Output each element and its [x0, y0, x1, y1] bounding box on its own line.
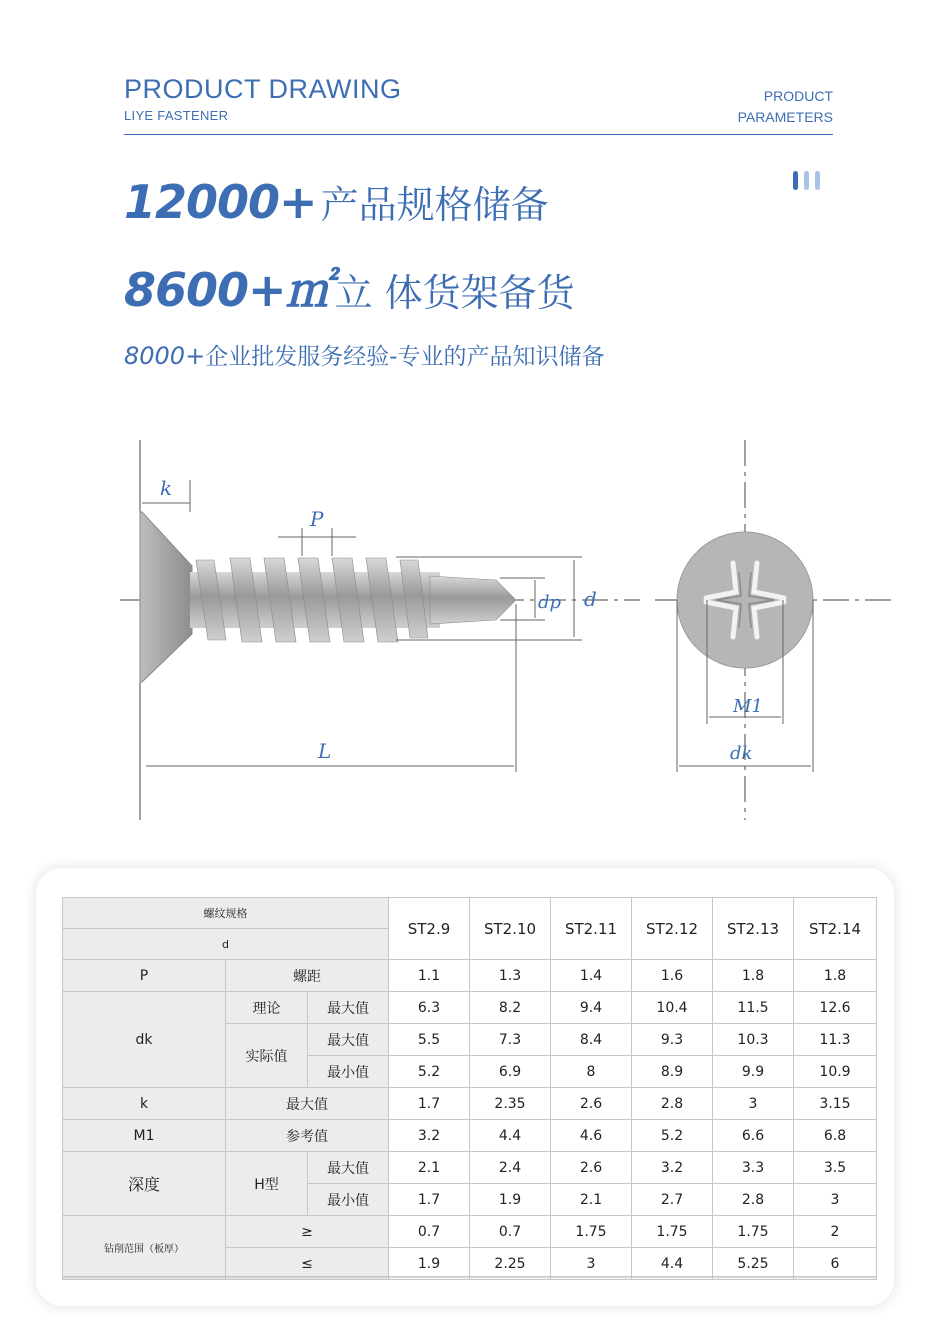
head-title: 螺纹规格: [63, 898, 389, 929]
header-right-label: [673, 86, 833, 128]
label-M1: M1: [733, 696, 763, 717]
row-label: ≤: [226, 1248, 389, 1280]
decorative-bars: [793, 171, 820, 190]
cell: 2.25: [470, 1248, 551, 1280]
size-header: ST2.13: [713, 898, 794, 960]
row-label: k: [63, 1088, 226, 1120]
bar-light: [815, 171, 820, 190]
size-header: ST2.12: [632, 898, 713, 960]
cell: 6: [794, 1248, 877, 1280]
table-row: [63, 1088, 877, 1120]
header-right-line2: PARAMETERS: [737, 109, 833, 125]
cell: 1.8: [794, 960, 877, 992]
cell: 1.4: [551, 960, 632, 992]
cell: 2.6: [551, 1152, 632, 1184]
cell: 6.9: [470, 1056, 551, 1088]
cell: 3.15: [794, 1088, 877, 1120]
row-label: 最大值: [308, 1152, 389, 1184]
header-subtitle: LIYE FASTENER: [124, 108, 229, 123]
bar-dark: [793, 171, 798, 190]
cell: 9.3: [632, 1024, 713, 1056]
cell: 8: [551, 1056, 632, 1088]
headline-line2-number: 8600+㎡: [124, 263, 331, 317]
cell: 5.5: [389, 1024, 470, 1056]
headline-line1-number: 12000+: [124, 175, 317, 229]
label-dp: dp: [538, 592, 562, 613]
label-d: d: [584, 587, 597, 611]
cell: 3.2: [389, 1120, 470, 1152]
label-L: L: [318, 739, 332, 763]
cell: 12.6: [794, 992, 877, 1024]
row-label: 最大值: [308, 992, 389, 1024]
cell: 0.7: [470, 1216, 551, 1248]
cell: 5.2: [632, 1120, 713, 1152]
cell: 2.6: [551, 1088, 632, 1120]
row-label: 理论: [226, 992, 308, 1024]
header-right-line1: PRODUCT: [763, 88, 833, 104]
cell: 10.4: [632, 992, 713, 1024]
table-row: [63, 1120, 877, 1152]
cell: 5.2: [389, 1056, 470, 1088]
table-row: [63, 960, 877, 992]
cell: 2: [794, 1216, 877, 1248]
head-sub: d: [63, 929, 389, 960]
cell: 1.3: [470, 960, 551, 992]
screw-drawing: [0, 430, 930, 830]
cell: 1.7: [389, 1088, 470, 1120]
row-label: 参考值: [226, 1120, 389, 1152]
drill-point: [430, 576, 516, 624]
cell: 1.75: [632, 1216, 713, 1248]
table-row: [63, 992, 877, 1024]
cell: 3.5: [794, 1152, 877, 1184]
spec-table: [62, 897, 877, 1280]
cell: 1.9: [389, 1248, 470, 1280]
screw-head: [140, 512, 192, 682]
headline-line1: [124, 174, 549, 229]
row-label: 钻削范围（板厚）: [63, 1216, 226, 1280]
row-label-dk: dk: [63, 992, 226, 1088]
headline-line2-text: 立 体货架备货: [334, 271, 575, 315]
screw-head-front: [677, 532, 813, 668]
cell: 1.75: [551, 1216, 632, 1248]
cell: 11.3: [794, 1024, 877, 1056]
cell: 1.8: [713, 960, 794, 992]
cell: 2.8: [713, 1184, 794, 1216]
cell: 5.25: [713, 1248, 794, 1280]
cell: 4.6: [551, 1120, 632, 1152]
cell: 3.2: [632, 1152, 713, 1184]
label-P: P: [310, 507, 324, 531]
cell: 2.1: [551, 1184, 632, 1216]
cell: 9.9: [713, 1056, 794, 1088]
cell: 8.4: [551, 1024, 632, 1056]
cell: 3: [551, 1248, 632, 1280]
cell: 0.7: [389, 1216, 470, 1248]
cell: 2.4: [470, 1152, 551, 1184]
size-header: ST2.10: [470, 898, 551, 960]
cell: 4.4: [470, 1120, 551, 1152]
cell: 2.7: [632, 1184, 713, 1216]
cell: 2.8: [632, 1088, 713, 1120]
cell: 8.9: [632, 1056, 713, 1088]
row-label: 最大值: [226, 1088, 389, 1120]
row-label: 最大值: [308, 1024, 389, 1056]
bar-light: [804, 171, 809, 190]
cell: 6.3: [389, 992, 470, 1024]
row-label: ≥: [226, 1216, 389, 1248]
cell: 10.3: [713, 1024, 794, 1056]
size-header: ST2.11: [551, 898, 632, 960]
row-label: 螺距: [226, 960, 389, 992]
cell: 1.75: [713, 1216, 794, 1248]
header-title: PRODUCT DRAWING: [124, 74, 402, 104]
row-label: 实际值: [226, 1024, 308, 1088]
cell: 4.4: [632, 1248, 713, 1280]
headline-line3-number: 8000+: [124, 342, 206, 370]
cell: 11.5: [713, 992, 794, 1024]
row-label: 深度: [63, 1152, 226, 1216]
cell: 9.4: [551, 992, 632, 1024]
label-dk: dk: [730, 743, 753, 764]
row-label: P: [63, 960, 226, 992]
cell: 6.6: [713, 1120, 794, 1152]
size-header: ST2.9: [389, 898, 470, 960]
row-label: 最小值: [308, 1184, 389, 1216]
headline-line1-text: 产品规格储备: [320, 183, 549, 227]
table-shadow: [62, 1276, 876, 1279]
cell: 1.9: [470, 1184, 551, 1216]
row-label: 最小值: [308, 1056, 389, 1088]
row-label: H型: [226, 1152, 308, 1216]
headline-line2: [124, 254, 575, 320]
cell: 8.2: [470, 992, 551, 1024]
table-row: [63, 1152, 877, 1184]
row-label: M1: [63, 1120, 226, 1152]
table-row: [63, 1216, 877, 1248]
cell: 1.1: [389, 960, 470, 992]
size-header: ST2.14: [794, 898, 877, 960]
cell: 3: [794, 1184, 877, 1216]
cell: 10.9: [794, 1056, 877, 1088]
cell: 6.8: [794, 1120, 877, 1152]
headline-line3: [124, 338, 605, 371]
cell: 1.7: [389, 1184, 470, 1216]
cell: 2.1: [389, 1152, 470, 1184]
cell: 3: [713, 1088, 794, 1120]
cell: 2.35: [470, 1088, 551, 1120]
label-k: k: [160, 476, 173, 500]
header-divider: [124, 134, 833, 135]
cell: 3.3: [713, 1152, 794, 1184]
cell: 7.3: [470, 1024, 551, 1056]
cell: 1.6: [632, 960, 713, 992]
headline-line3-text: 企业批发服务经验-专业的产品知识储备: [205, 344, 605, 370]
